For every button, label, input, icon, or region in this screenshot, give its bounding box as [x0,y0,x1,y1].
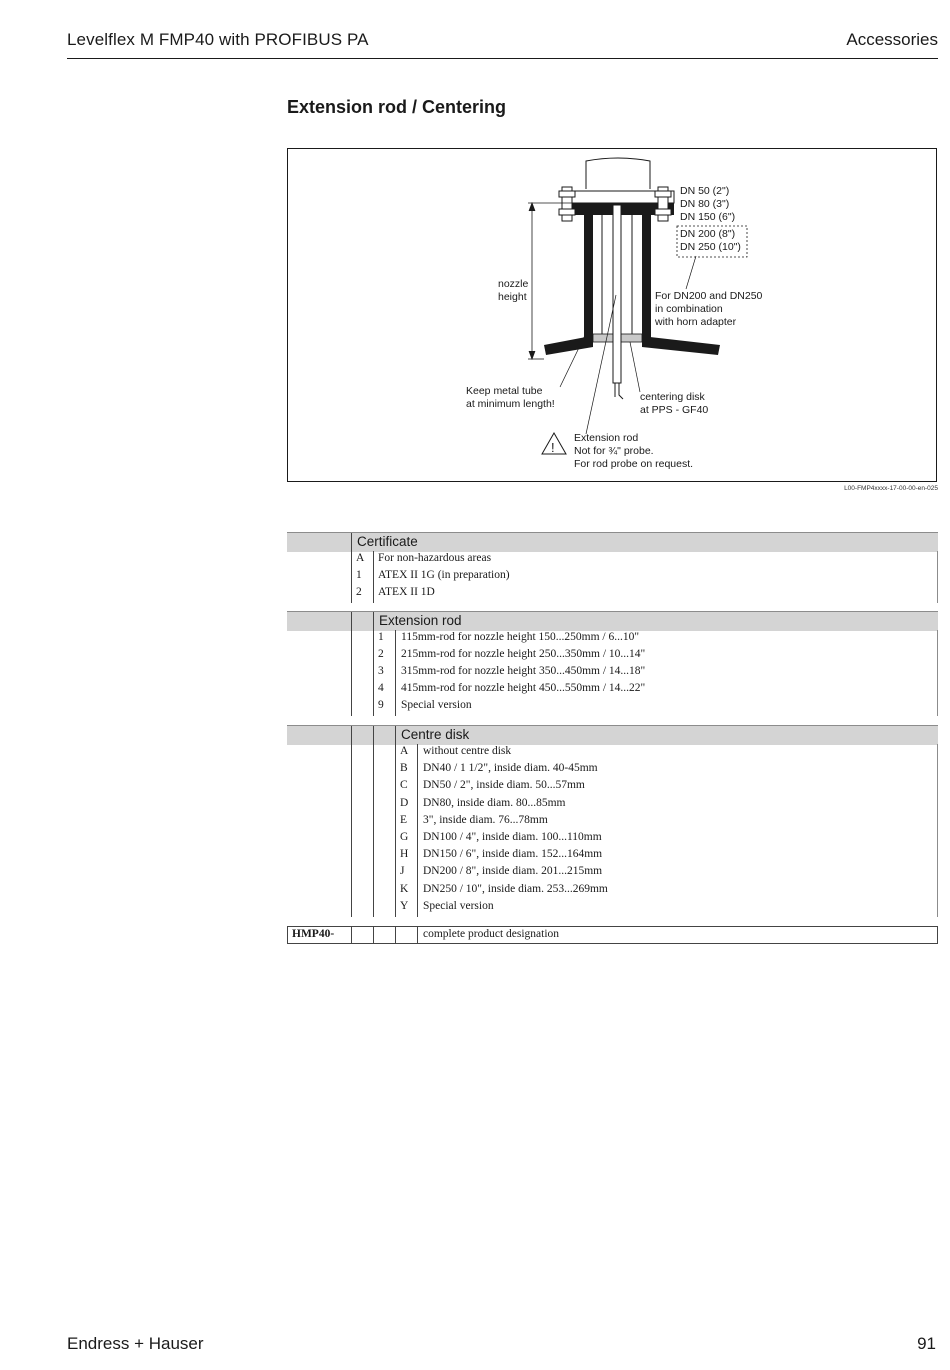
extension-rod-code-9: 9 [378,699,384,711]
product-designation-text: complete product designation [423,928,560,940]
warning-symbol: ! [551,440,555,455]
section-name: Accessories [846,30,938,49]
flange-label-3: DN 150 (6") [680,211,736,223]
centre-disk-text-c: DN50 / 2", inside diam. 50...57mm [423,779,585,791]
certificate-text-1: ATEX II 1G (in preparation) [378,569,510,581]
centre-disk-code-g: G [400,831,409,843]
figure-frame [287,148,937,482]
horn-note-3: with horn adapter [655,316,737,328]
centre-disk-code-b: B [400,762,408,774]
extension-rod-text-2: 215mm-rod for nozzle height 250...350mm / 10...14" [401,648,646,660]
extension-rod-code-1: 1 [378,631,384,643]
flange-label-2: DN 80 (3") [680,198,730,210]
centre-disk-code-e: E [400,814,408,826]
extension-rod-title: Extension rod [379,613,462,628]
certificate-text-a: For non-hazardous areas [378,552,492,564]
warning-text-1: Extension rod [574,432,639,444]
extension-rod [613,205,621,383]
footer-company: Endress + Hauser [67,1334,204,1353]
certificate-code-2: 2 [356,586,362,598]
extension-rod-diagram [288,149,938,483]
warning-text-3: For rod probe on request. [574,458,694,470]
rod-probe [615,383,623,399]
header-rule [67,58,938,59]
centering-disk-label-2: at PPS - GF40 [640,404,709,416]
tank-roof-left [544,337,593,355]
housing-outline [586,158,650,189]
nozzle-label-2: height [498,291,527,303]
certificate-text-2: ATEX II 1D [378,586,435,598]
centre-disk-text-h: DN150 / 6", inside diam. 152...164mm [423,848,603,860]
metal-tube-note-1: Keep metal tube [466,385,543,397]
tank-roof-right [642,337,720,355]
flange-boxed-label-2: DN 250 (10") [680,241,741,253]
certificate-title: Certificate [357,534,418,549]
centre-disk-text-g: DN100 / 4", inside diam. 100...110mm [423,831,602,843]
nozzle-label-1: nozzle [498,278,529,290]
centre-disk-code-h: H [400,848,409,860]
flange-boxed-label-1: DN 200 (8") [680,228,736,240]
page-number: 91 [917,1334,936,1353]
centre-disk-text-y: Special version [423,900,494,912]
centre-disk-text-k: DN250 / 10", inside diam. 253...269mm [423,883,608,895]
extension-rod-code-3: 3 [378,665,384,677]
centre-disk-code-c: C [400,779,408,791]
centre-disk-title: Centre disk [401,727,470,742]
centre-disk-text-e: 3", inside diam. 76...78mm [423,814,548,826]
figure-reference: L00-FMP4xxxx-17-00-00-en-025 [844,485,938,492]
centre-disk-code-d: D [400,797,409,809]
warning-text-2: Not for ¾" probe. [574,445,654,457]
centre-disk-text-j: DN200 / 8", inside diam. 201...215mm [423,865,603,877]
extension-rod-code-4: 4 [378,682,384,694]
centering-disk-label-1: centering disk [640,391,705,403]
metal-tube-note-2: at minimum length! [466,398,555,410]
extension-rod-text-4: 415mm-rod for nozzle height 450...550mm / 14...22" [401,682,646,694]
extension-rod-text-3: 315mm-rod for nozzle height 350...450mm / 14...18" [401,665,646,677]
extension-rod-text-9: Special version [401,699,472,711]
flange-label-1: DN 50 (2") [680,185,730,197]
horn-note-2: in combination [655,303,723,315]
centre-disk-code-k: K [400,883,409,895]
nozzle-wall-left [584,205,593,347]
document-title: Levelflex M FMP40 with PROFIBUS PA [67,30,369,49]
certificate-header [287,532,938,552]
horn-note-1: For DN200 and DN250 [655,290,763,302]
product-designation-row [287,926,938,944]
certificate-code-a: A [356,552,365,564]
section-title: Extension rod / Centering [287,97,507,117]
centre-disk-text-d: DN80, inside diam. 80...85mm [423,797,566,809]
nozzle-height-dimension [528,203,582,359]
centre-disk-header [287,725,938,745]
centre-disk-code-j: J [400,865,405,877]
extension-rod-text-1: 115mm-rod for nozzle height 150...250mm / 6...10" [401,631,640,643]
centre-disk-code-y: Y [400,900,409,912]
extension-rod-code-2: 2 [378,648,384,660]
extension-rod-header [287,611,938,631]
certificate-code-1: 1 [356,569,362,581]
product-code: HMP40- [292,928,335,940]
centre-disk-code-a: A [400,745,409,757]
centre-disk-text-b: DN40 / 1 1/2", inside diam. 40-45mm [423,762,598,774]
nozzle-wall-right [642,205,651,347]
centre-disk-text-a: without centre disk [423,745,512,757]
